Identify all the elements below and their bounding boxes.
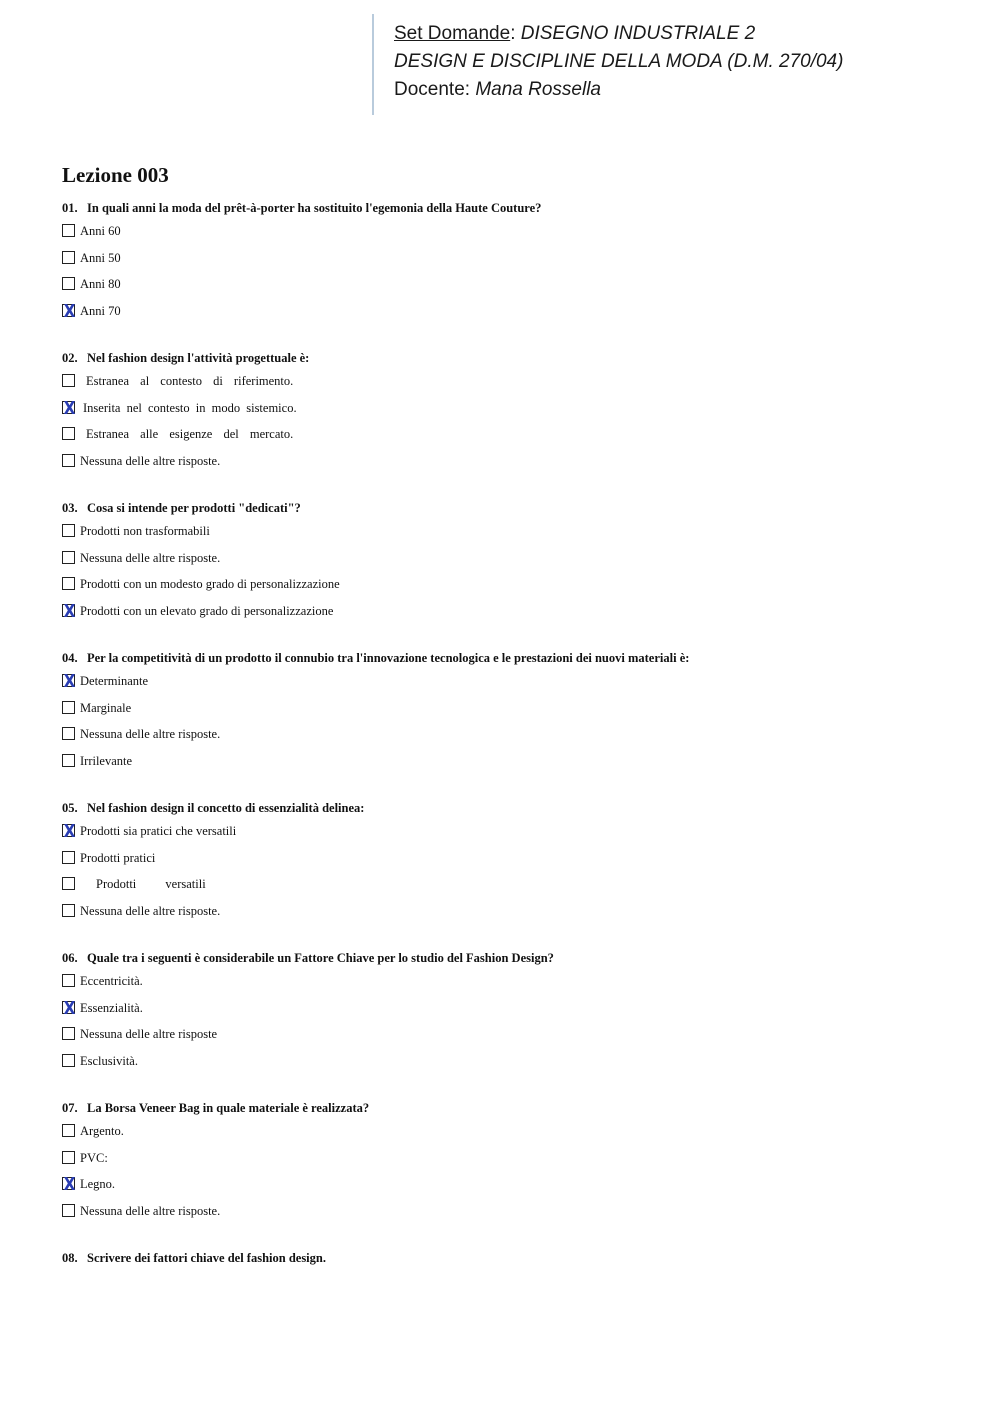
question-text (62, 650, 962, 673)
answer-label: Essenzialità. (80, 1000, 143, 1015)
question-number: 03. (62, 501, 78, 515)
question-label: Scrivere dei fattori chiave del fashion design. (87, 1251, 326, 1265)
answer-checkbox-checked[interactable] (62, 997, 76, 1019)
answer-label: Determinante (80, 674, 149, 688)
answer-checkbox-checked[interactable] (62, 1174, 76, 1195)
answer-option[interactable] (62, 397, 962, 427)
answer-checkbox[interactable] (62, 1054, 75, 1067)
question-08 (62, 1250, 962, 1273)
answer-label: Nessuna delle altre risposte. (80, 727, 221, 741)
answer-checkbox[interactable] (62, 1204, 75, 1217)
check-x-icon: X (63, 997, 76, 1019)
answer-checkbox[interactable] (62, 524, 75, 537)
answer-option[interactable] (62, 1026, 962, 1053)
question-text (62, 350, 962, 373)
lesson-title: Lezione 003 (62, 163, 169, 187)
check-x-icon: X (63, 600, 76, 622)
question-text (62, 1100, 962, 1123)
question-number: 07. (62, 1101, 78, 1115)
question-text (62, 500, 962, 523)
answer-option[interactable] (62, 973, 962, 1000)
answer-option[interactable] (62, 850, 962, 877)
answer-option[interactable] (62, 753, 962, 780)
answer-label: Prodotti con un modesto grado di personalizzazione (80, 577, 340, 591)
answer-option[interactable] (62, 300, 962, 330)
answer-label: Nessuna delle altre risposte (80, 1027, 218, 1041)
answer-option[interactable] (62, 550, 962, 577)
answer-option[interactable] (62, 600, 962, 630)
answer-option[interactable] (62, 276, 962, 303)
answer-label: Estranea al contesto di riferimento. (86, 374, 294, 388)
answer-option[interactable] (62, 1203, 962, 1230)
question-text (62, 200, 962, 223)
question-number: 02. (62, 351, 78, 365)
answer-label: Anni 70 (80, 303, 121, 318)
answer-label: Irrilevante (80, 753, 133, 768)
answer-label: Anni 50 (80, 250, 121, 265)
answer-checkbox[interactable] (62, 754, 75, 767)
check-x-icon: X (63, 300, 76, 322)
question-07 (62, 1100, 962, 1229)
question-03 (62, 500, 962, 629)
answer-label: Nessuna delle altre risposte. (80, 903, 221, 918)
answer-checkbox-checked[interactable] (62, 600, 76, 622)
answer-option[interactable] (62, 903, 962, 930)
answer-option[interactable] (62, 223, 962, 250)
question-number: 04. (62, 651, 78, 665)
header-set-row (394, 20, 843, 48)
document-header (372, 14, 843, 115)
questionnaire (62, 160, 962, 1294)
teacher-name: Mana Rossella (475, 79, 601, 100)
answer-option[interactable] (62, 576, 962, 603)
check-x-icon: X (63, 1174, 76, 1195)
answer-option[interactable] (62, 1053, 962, 1080)
answer-checkbox[interactable] (62, 224, 75, 237)
answer-option[interactable] (62, 453, 962, 480)
answer-label: Argento. (80, 1124, 124, 1138)
answer-checkbox[interactable] (62, 551, 75, 564)
answer-checkbox-checked[interactable] (62, 397, 76, 419)
answer-label: Anni 60 (80, 224, 121, 238)
answer-label: Prodotti versatili (96, 877, 206, 891)
answer-checkbox-checked[interactable] (62, 821, 76, 842)
question-label: Nel fashion design il concetto di essenzialità delinea: (87, 801, 365, 815)
question-label: Cosa si intende per prodotti "dedicati"? (87, 501, 301, 515)
answer-label: PVC: (80, 1150, 108, 1165)
answer-label: Prodotti con un elevato grado di personalizzazione (80, 603, 334, 618)
answer-checkbox[interactable] (62, 374, 75, 387)
answer-option[interactable] (62, 1150, 962, 1177)
answer-option[interactable] (62, 823, 962, 850)
answer-checkbox[interactable] (62, 1151, 75, 1164)
answer-option[interactable] (62, 1176, 962, 1203)
answer-label: Prodotti pratici (80, 850, 156, 865)
answer-label: Inserita nel contesto in modo sistemico. (83, 400, 297, 415)
check-x-icon: X (63, 671, 76, 692)
check-x-icon: X (63, 821, 76, 842)
answer-option[interactable] (62, 250, 962, 277)
answer-option[interactable] (62, 523, 962, 550)
question-number: 05. (62, 801, 78, 815)
answer-label: Eccentricità. (80, 974, 143, 988)
header-teacher-row (394, 76, 843, 104)
question-text (62, 1250, 962, 1273)
question-text (62, 800, 962, 823)
answer-option[interactable] (62, 426, 962, 453)
answer-label: Prodotti non trasformabili (80, 524, 210, 538)
answer-checkbox[interactable] (62, 877, 75, 890)
check-x-icon: X (63, 397, 76, 419)
question-04 (62, 650, 962, 779)
answer-label: Legno. (80, 1177, 116, 1191)
set-separator: : (510, 23, 516, 44)
answer-option[interactable] (62, 373, 962, 400)
answer-checkbox[interactable] (62, 904, 75, 917)
answer-option[interactable] (62, 997, 962, 1027)
answer-label: Nessuna delle altre risposte. (80, 550, 221, 565)
answer-checkbox[interactable] (62, 851, 75, 864)
question-number: 08. (62, 1251, 78, 1265)
question-05 (62, 800, 962, 929)
answer-checkbox[interactable] (62, 577, 75, 590)
question-label: Nel fashion design l'attività progettuale è: (87, 351, 310, 365)
answer-label: Estranea alle esigenze del mercato. (86, 427, 294, 441)
answer-checkbox[interactable] (62, 727, 75, 740)
course-title-line2: DESIGN E DISCIPLINE DELLA MODA (D.M. 270/04) (394, 51, 844, 72)
answer-checkbox[interactable] (62, 251, 75, 264)
question-01 (62, 200, 962, 329)
answer-checkbox[interactable] (62, 701, 75, 714)
question-06 (62, 950, 962, 1079)
answer-checkbox[interactable] (62, 427, 75, 440)
answer-label: Anni 80 (80, 277, 121, 291)
question-label: La Borsa Veneer Bag in quale materiale è realizzata? (87, 1101, 370, 1115)
question-number: 06. (62, 951, 78, 965)
answer-label: Nessuna delle altre risposte. (80, 453, 221, 468)
course-title-line1: DISEGNO INDUSTRIALE 2 (520, 23, 756, 44)
answer-option[interactable] (62, 700, 962, 727)
question-label: Per la competitività di un prodotto il connubio tra l'innovazione tecnologica e le prestazioni dei nuovi materiali è: (87, 651, 690, 665)
answer-label: Prodotti sia pratici che versatili (80, 824, 237, 838)
answer-checkbox[interactable] (62, 1124, 75, 1137)
teacher-label: Docente: (394, 79, 471, 100)
question-label: Quale tra i seguenti è considerabile un Fattore Chiave per lo studio del Fashion Design? (87, 951, 554, 965)
answer-option[interactable] (62, 726, 962, 753)
answer-checkbox[interactable] (62, 1027, 75, 1040)
answer-option[interactable] (62, 1123, 962, 1150)
answer-option[interactable] (62, 673, 962, 700)
answer-label: Marginale (80, 700, 132, 715)
answer-checkbox[interactable] (62, 277, 75, 290)
answer-checkbox[interactable] (62, 974, 75, 987)
set-label: Set Domande (394, 23, 511, 44)
question-02 (62, 350, 962, 479)
answer-checkbox-checked[interactable] (62, 671, 76, 692)
answer-label: Esclusività. (80, 1053, 138, 1068)
answer-checkbox[interactable] (62, 454, 75, 467)
question-label: In quali anni la moda del prêt-à-porter ha sostituito l'egemonia della Haute Couture? (87, 201, 542, 215)
question-text (62, 950, 962, 973)
answer-option[interactable] (62, 876, 962, 903)
answer-label: Nessuna delle altre risposte. (80, 1203, 221, 1218)
answer-checkbox-checked[interactable] (62, 300, 76, 322)
question-number: 01. (62, 201, 78, 215)
